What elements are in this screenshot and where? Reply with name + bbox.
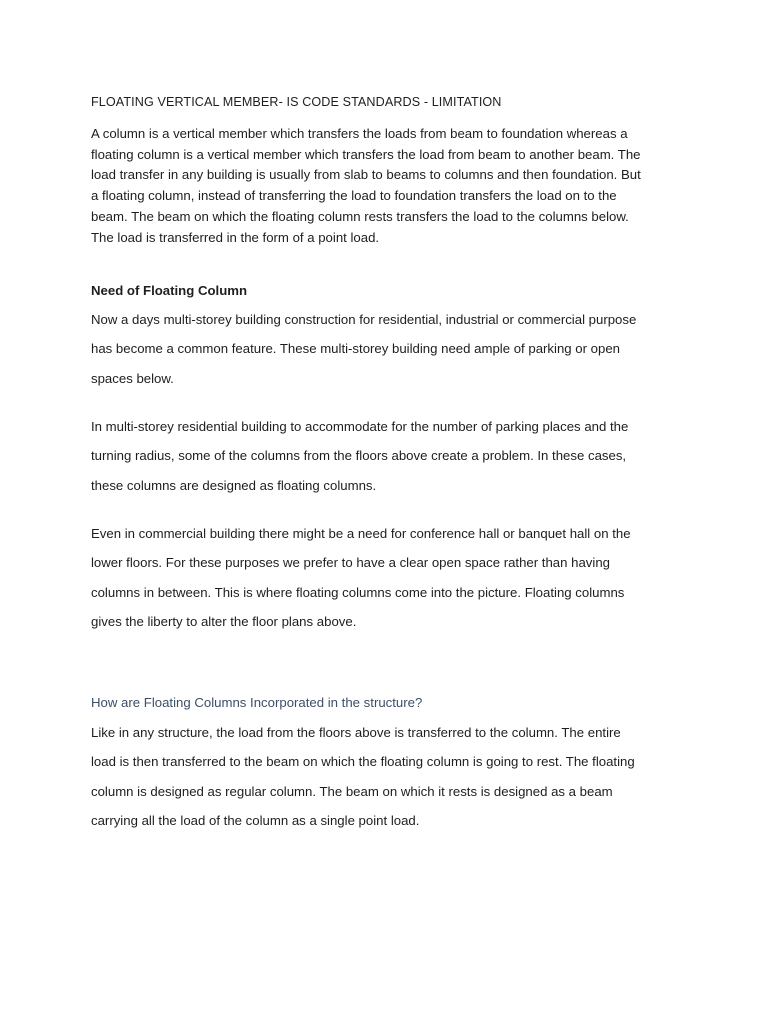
text-line: these columns are designed as floating columns.: [91, 477, 377, 493]
text-line: A column is a vertical member which transfers the loads from beam to foundation whereas a: [91, 126, 628, 141]
text-line: load transfer in any building is usually from slab to beams to columns and then foundation. But: [91, 167, 641, 183]
text-line: columns in between. This is where floating columns come into the picture. Floating columns: [91, 584, 625, 600]
text-line: spaces below.: [91, 370, 174, 386]
text-line: In multi-storey residential building to accommodate for the number of parking places and the: [91, 419, 629, 434]
text-line: Now a days multi-storey building construction for residential, industrial or commercial purpose: [91, 312, 637, 327]
text-line: carrying all the load of the column as a single point load.: [91, 812, 420, 828]
section-heading-incorporated: How are Floating Columns Incorporated in the structure?: [91, 695, 423, 710]
text-line: gives the liberty to alter the floor plans above.: [91, 613, 357, 629]
need-paragraph-1: [91, 305, 681, 393]
text-line: The load is transferred in the form of a point load.: [91, 229, 380, 245]
text-line: turning radius, some of the columns from the floors above create a problem. In these cases,: [91, 448, 627, 464]
need-paragraph-3: [91, 519, 681, 636]
text-line: beam. The beam on which the floating column rests transfers the load to the columns below.: [91, 208, 629, 224]
need-paragraph-2: [91, 412, 681, 500]
text-line: floating column is a vertical member which transfers the load from beam to another beam. The: [91, 146, 641, 162]
intro-paragraph: [91, 124, 681, 248]
text-line: a floating column, instead of transferring the load to foundation transfers the load on to the: [91, 188, 617, 204]
text-line: load is then transferred to the beam on which the floating column is going to rest. The floating: [91, 754, 635, 770]
text-line: Even in commercial building there might be a need for conference hall or banquet hall on the: [91, 526, 631, 541]
incorporated-paragraph: [91, 718, 681, 835]
text-line: column is designed as regular column. The beam on which it rests is designed as a beam: [91, 783, 613, 799]
text-line: Like in any structure, the load from the floors above is transferred to the column. The entire: [91, 725, 621, 740]
text-line: has become a common feature. These multi-storey building need ample of parking or open: [91, 341, 621, 357]
text-line: lower floors. For these purposes we prefer to have a clear open space rather than having: [91, 555, 611, 571]
document-title: FLOATING VERTICAL MEMBER- IS CODE STANDARDS - LIMITATION: [91, 95, 502, 109]
section-heading-need: Need of Floating Column: [91, 283, 248, 298]
